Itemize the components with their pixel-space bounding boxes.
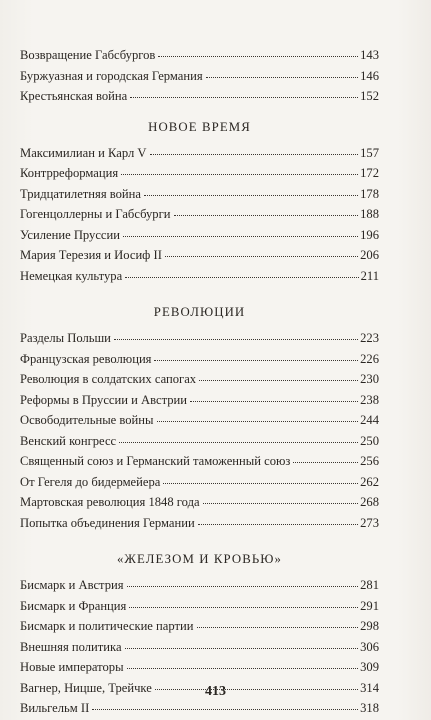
toc-entry-title: Священный союз и Германский таможенный союз — [20, 454, 291, 468]
toc-entry-title: Бисмарк и политические партии — [20, 619, 194, 633]
toc-entry-page: 211 — [360, 268, 379, 283]
toc-entry — [20, 245, 379, 266]
dot-leader — [190, 388, 358, 402]
toc-entry — [20, 492, 379, 513]
toc-entry-page: 238 — [360, 392, 379, 407]
toc-entry — [20, 369, 379, 390]
toc-entry-title: Новые императоры — [20, 660, 124, 674]
dot-leader — [127, 573, 359, 587]
toc-entry-page: 309 — [360, 660, 379, 674]
toc-entry-page: 196 — [360, 227, 379, 242]
dot-leader — [203, 490, 359, 504]
dot-leader — [199, 367, 358, 381]
table-of-contents — [20, 45, 379, 719]
dot-leader — [165, 243, 358, 257]
toc-entry-page: 226 — [360, 351, 379, 366]
section-heading: «ЖЕЛЕЗОМ И КРОВЬЮ» — [116, 552, 283, 566]
dot-leader — [125, 635, 359, 649]
toc-entry-page: 314 — [360, 680, 379, 695]
toc-entry-title: Вагнер, Ницше, Трейчке — [20, 680, 152, 695]
toc-entry-page: 268 — [360, 495, 379, 509]
toc-entry — [20, 66, 379, 87]
toc-entry-title: Реформы в Пруссии и Австрии — [20, 392, 188, 407]
toc-entry — [20, 349, 379, 370]
toc-entry-title: Венский конгресс — [20, 433, 117, 448]
toc-entry-page: 291 — [360, 598, 379, 613]
toc-entry-title: Внешняя политика — [20, 639, 122, 654]
toc-entry — [20, 390, 379, 411]
toc-entry-page: 318 — [360, 701, 379, 715]
toc-entry-page: 188 — [360, 207, 379, 221]
toc-entry-page: 143 — [360, 48, 379, 62]
toc-entry-page: 262 — [360, 474, 379, 489]
toc-entry — [20, 513, 379, 534]
dot-leader — [114, 326, 358, 340]
toc-entry-page: 306 — [360, 639, 379, 654]
toc-entry-page: 230 — [360, 372, 379, 386]
section-heading: НОВОЕ ВРЕМЯ — [148, 119, 251, 134]
dot-leader — [127, 655, 359, 669]
dot-leader — [174, 202, 359, 216]
toc-entry-page: 273 — [360, 515, 379, 530]
toc-entry — [20, 410, 379, 431]
toc-entry-title: От Гегеля до бидермейера — [20, 474, 161, 489]
toc-entry — [20, 143, 379, 164]
toc-entry-title: Буржуазная и городская Германия — [20, 68, 203, 83]
toc-entry-page: 223 — [360, 331, 379, 345]
toc-entry-page: 152 — [360, 89, 379, 103]
dot-leader — [154, 347, 358, 361]
toc-entry — [20, 184, 379, 205]
dot-leader — [125, 264, 358, 278]
toc-entry — [20, 596, 379, 617]
dot-leader — [129, 594, 358, 608]
toc-entry-title: Крестьянская война — [20, 89, 128, 103]
toc-entry — [20, 266, 379, 287]
toc-entry-title: Гогенцоллерны и Габсбурги — [20, 207, 171, 221]
toc-entry-title: Разделы Польши — [20, 331, 111, 345]
toc-entry-page: 244 — [360, 413, 379, 427]
toc-entry-page: 250 — [360, 433, 379, 448]
dot-leader — [144, 182, 358, 196]
toc-entry — [20, 451, 379, 472]
dot-leader — [206, 64, 358, 78]
toc-entry — [20, 225, 379, 246]
dot-leader — [158, 43, 358, 57]
toc-entry-title: Мартовская революция 1848 года — [20, 495, 200, 509]
toc-entry-title: Мария Терезия и Иосиф II — [20, 248, 162, 262]
toc-entry — [20, 616, 379, 637]
dot-leader — [150, 141, 359, 155]
toc-entry — [20, 575, 379, 596]
toc-entry-title: Бисмарк и Австрия — [20, 578, 124, 592]
toc-entry — [20, 45, 379, 66]
toc-entry — [20, 637, 379, 658]
dot-leader — [119, 429, 358, 443]
toc-entry-title: Освободительные войны — [20, 413, 154, 427]
toc-entry-title: Немецкая культура — [20, 268, 123, 283]
toc-entry — [20, 86, 379, 107]
dot-leader — [198, 511, 358, 525]
dot-leader — [197, 614, 359, 628]
toc-entry-page: 256 — [360, 454, 379, 468]
toc-entry-page: 281 — [360, 578, 379, 592]
toc-entry-page: 206 — [360, 248, 379, 262]
dot-leader — [157, 408, 359, 422]
toc-entry-title: Попытка объединения Германии — [20, 515, 195, 530]
toc-entry-title: Французская революция — [20, 351, 152, 366]
dot-leader — [121, 161, 358, 175]
toc-entry-title: Революция в солдатских сапогах — [20, 372, 197, 386]
toc-entry — [20, 163, 379, 184]
toc-entry — [20, 698, 379, 719]
toc-entry-title: Усиление Пруссии — [20, 227, 121, 242]
dot-leader — [293, 449, 358, 463]
dot-leader — [163, 470, 358, 484]
toc-entry-page: 172 — [360, 166, 379, 180]
toc-entry-title: Контрреформация — [20, 166, 119, 180]
toc-entry-title: Тридцатилетняя война — [20, 186, 141, 201]
toc-entry — [20, 657, 379, 678]
toc-entry — [20, 472, 379, 493]
toc-entry-page: 178 — [360, 186, 379, 201]
toc-entry — [20, 204, 379, 225]
toc-entry-page: 157 — [360, 145, 379, 160]
dot-leader — [123, 223, 358, 237]
toc-entry-title: Возвращение Габсбургов — [20, 48, 156, 62]
toc-entry-title: Вильгельм II — [20, 701, 90, 715]
toc-entry-title: Максимилиан и Карл V — [20, 145, 147, 160]
page-number: 413 — [205, 684, 226, 699]
section-heading: РЕВОЛЮЦИИ — [153, 305, 246, 319]
toc-entry-page: 298 — [360, 619, 379, 633]
toc-entry — [20, 431, 379, 452]
toc-entry-page: 146 — [360, 68, 379, 83]
toc-entry — [20, 328, 379, 349]
toc-entry-title: Бисмарк и Франция — [20, 598, 127, 613]
dot-leader — [130, 84, 358, 98]
